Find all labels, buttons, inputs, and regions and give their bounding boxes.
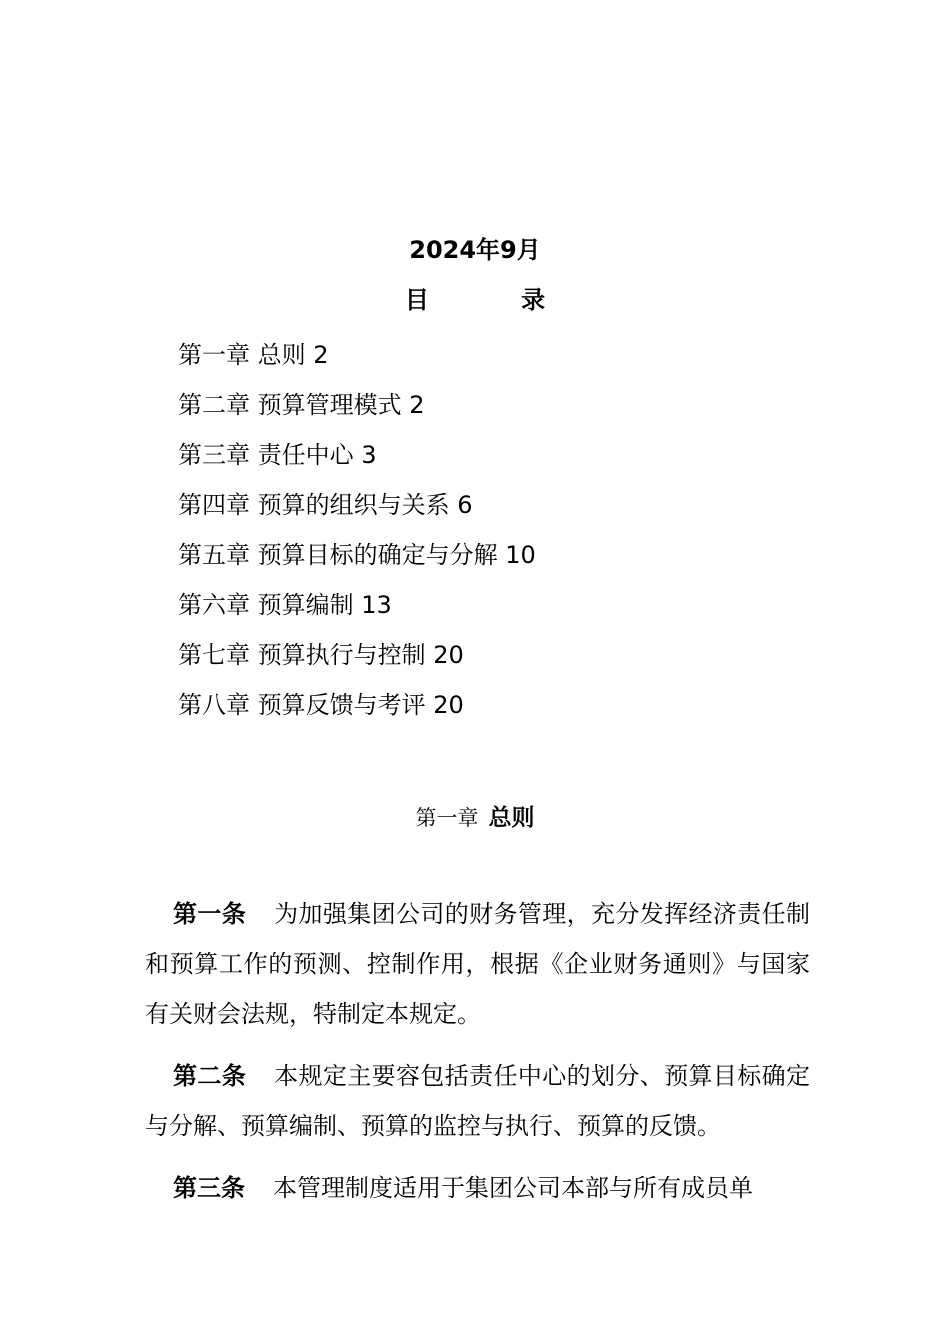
document-date: 2024年9月 [409,236,541,264]
article-text: 本管理制度适用于集团公司本部与所有成员单 [273,1174,753,1202]
toc-item-label: 第六章 预算编制 [178,591,354,619]
toc-item[interactable] [178,330,536,380]
article-label: 第二条 [173,1062,247,1090]
toc-item[interactable] [178,630,536,680]
toc-item-label: 第一章 总则 [178,341,306,369]
chapter-name: 总则 [488,805,535,831]
chapter-heading [0,800,950,836]
toc-item-page: 6 [457,491,473,519]
toc-item[interactable] [178,480,536,530]
toc-item[interactable] [178,430,536,480]
article-label: 第三条 [173,1174,245,1202]
article-text: 为加强集团公司的财务管理，充分发挥经济责任制和预算工作的预测、控制作用，根据《企业财务通则》与国家有关财会法规，特制定本规定。 [145,900,810,1028]
article-paragraph [145,1051,810,1151]
toc-item[interactable] [178,530,536,580]
toc-item-label: 第八章 预算反馈与考评 [178,691,426,719]
toc-item-label: 第三章 责任中心 [178,441,354,469]
toc-item[interactable] [178,680,536,730]
table-of-contents [178,330,536,730]
toc-item-page: 20 [433,641,464,669]
article-paragraph [145,1163,810,1213]
article-text: 本规定主要容包括责任中心的划分、预算目标确定与分解、预算编制、预算的监控与执行、预算的反馈。 [145,1062,810,1140]
toc-item-page: 3 [361,441,377,469]
toc-item-page: 13 [361,591,392,619]
toc-item-label: 第四章 预算的组织与关系 [178,491,450,519]
toc-item[interactable] [178,380,536,430]
toc-item-label: 第七章 预算执行与控制 [178,641,426,669]
toc-item[interactable] [178,580,536,630]
article-paragraph [145,889,810,1039]
toc-item-page: 2 [313,341,329,369]
toc-item-label: 第五章 预算目标的确定与分解 [178,541,498,569]
toc-item-page: 20 [433,691,464,719]
chapter-number: 第一章 [415,806,479,830]
toc-item-page: 10 [505,541,536,569]
toc-item-label: 第二章 预算管理模式 [178,391,402,419]
toc-item-page: 2 [409,391,425,419]
toc-title: 目 录 [404,286,588,314]
article-label: 第一条 [173,900,247,928]
